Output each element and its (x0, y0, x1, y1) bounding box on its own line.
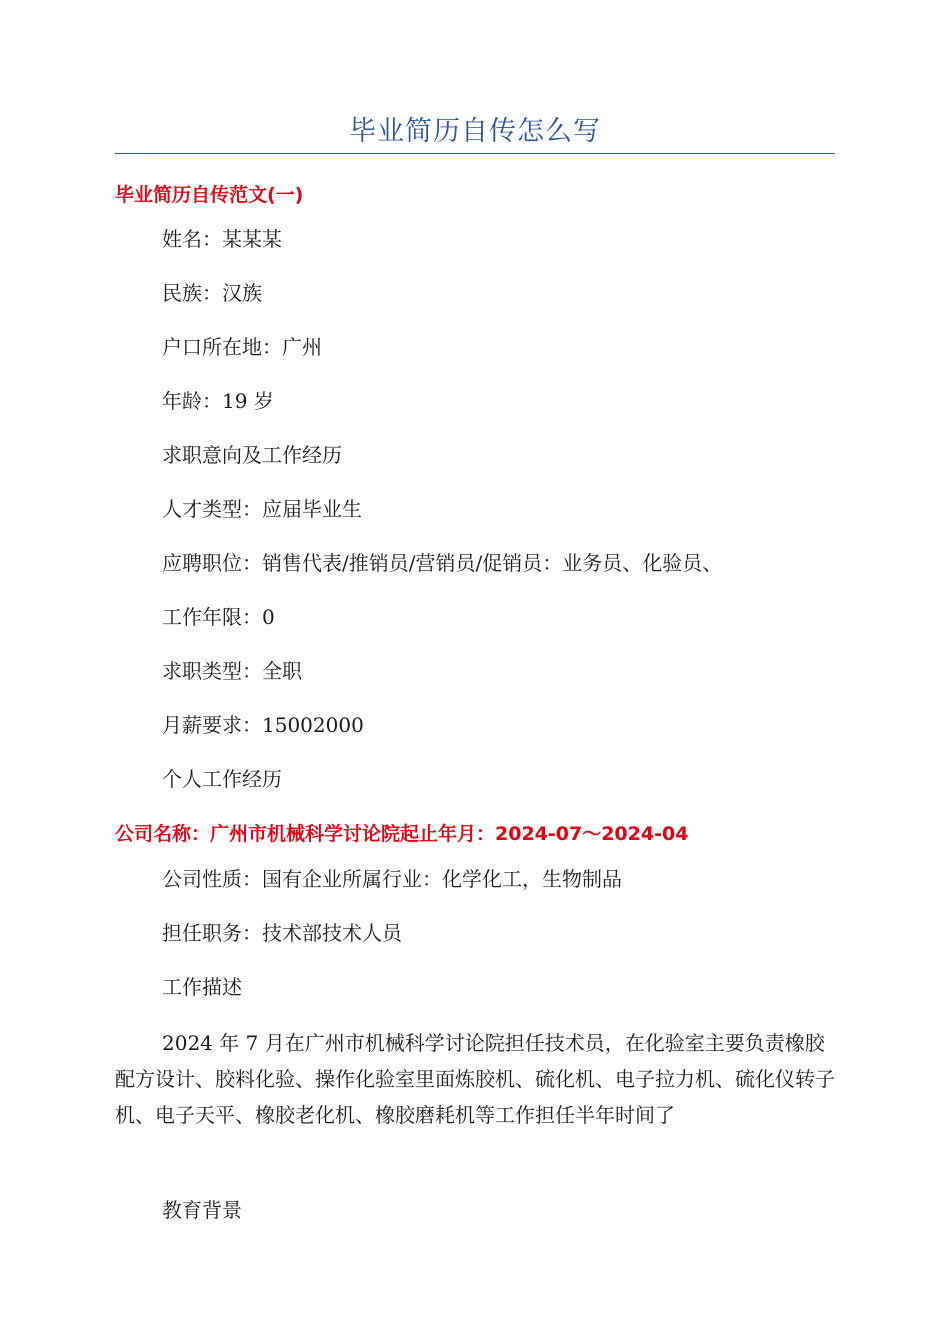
title-underline (115, 153, 835, 154)
field-job-title: 担任职务：技术部技术人员 (162, 921, 402, 945)
document-title: 毕业简历自传怎么写 (349, 116, 601, 147)
subsection-work-history: 个人工作经历 (162, 767, 282, 791)
field-years-experience: 工作年限：0 (162, 605, 275, 629)
field-age: 年龄：19 岁 (162, 389, 274, 413)
subsection-job-intent: 求职意向及工作经历 (162, 443, 342, 467)
field-job-type: 求职类型：全职 (162, 659, 302, 683)
field-name: 姓名：某某某 (162, 227, 282, 251)
section-heading-company: 公司名称：广州市机械科学讨论院起止年月：2024-07～2024-04 (115, 823, 689, 845)
field-ethnicity: 民族：汉族 (162, 281, 262, 305)
field-talent-type: 人才类型：应届毕业生 (162, 497, 362, 521)
work-description-paragraph: 2024 年 7 月在广州市机械科学讨论院担任技术员，在化验室主要负责橡胶配方设计、胶料化验、操作化验室里面炼胶机、硫化机、电子拉力机、硫化仪转子机、电子天平、橡胶老化机、橡胶磨耗机等工作担任半年时间了 (115, 1031, 835, 1127)
field-residence: 户口所在地：广州 (162, 335, 322, 359)
section-heading-sample-one: 毕业简历自传范文(一) (115, 184, 304, 206)
subsection-work-description: 工作描述 (162, 975, 242, 999)
subsection-education: 教育背景 (162, 1198, 242, 1222)
field-position-applied: 应聘职位：销售代表/推销员/营销员/促销员：业务员、化验员、 (162, 551, 723, 575)
field-company-nature: 公司性质：国有企业所属行业：化学化工，生物制品 (162, 867, 622, 891)
field-salary: 月薪要求：15002000 (162, 713, 364, 737)
